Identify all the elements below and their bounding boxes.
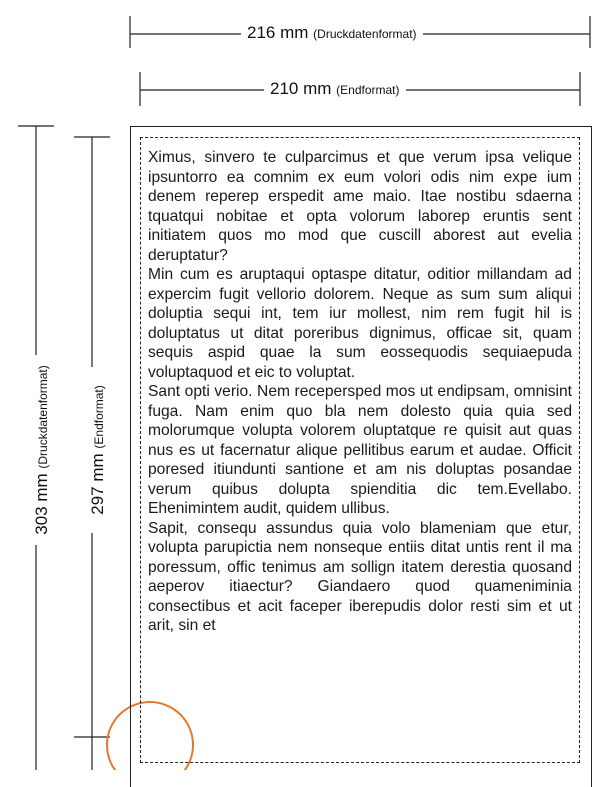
- bleed-width-value: 216 mm: [247, 23, 309, 42]
- final-width-note: (Endformat): [336, 83, 400, 97]
- paragraph: Sapit, consequ assundus quia volo blameniam que etur, volupta parupictia nem nonseque entiis ditat untis rent il ma poressum, offic tenimus am sollign itatem derestia quosand aeperov itiaectur? Giandaero quod quameniminia consectibus et acit faceper iberepudis dolor resti sim et ut arit, sin et: [148, 519, 572, 634]
- final-height-label: [88, 367, 108, 533]
- bleed-height-value: 303 mm: [32, 473, 51, 535]
- paragraph: Ximus, sinvero te culparcimus et que verum ipsa velique ipsuntorro ea comnim ex eum volori odis nim expe ium denem reperep erspedit ame maio. Itae nostibu sdaerna tquatqui nobitae et opta volorum laborep eruntis sent initiatem quos mo mod que cuscill aborest aut evelia deruptatur?: [148, 149, 572, 264]
- paragraph: Min cum es aruptaqui optaspe ditatur, oditior millandam ad expercim fugit vellorio dolorem. Neque as sum sum aliqui doluptia sequi int, tem iur mollest, nim rem fugit hil is doluptatus ut ditat poreribus dignimus, officae sit, quam sequis aspid quae la sum eossequodis sequiaepuda voluptaquod et eic to voluptat.: [148, 266, 572, 381]
- final-width-label: [264, 79, 406, 99]
- body-text: [148, 148, 572, 636]
- bleed-height-label: [32, 355, 52, 545]
- bleed-height-note: (Druckdatenformat): [36, 365, 50, 469]
- final-width-value: 210 mm: [270, 79, 332, 98]
- final-height-note: (Endformat): [92, 385, 106, 449]
- bleed-width-note: (Druckdatenformat): [313, 27, 417, 41]
- paragraph: Sant opti verio. Nem recepersped mos ut endipsam, omnisint fuga. Nam enim quo bla nem dolesto quia quia sed molorumque volupta volorem oluptatque re quisit aut quas nus es ut facernatur alique pellitibus earum et audae. Officit poresed itiundunti santione et am nis doluptas posandae verum quibus dolupta spienditia dic tem.Evellabo. Ehenimintem audit, quidem ullibus.: [148, 383, 572, 517]
- final-height-value: 297 mm: [88, 453, 107, 515]
- bleed-width-label: [241, 23, 423, 43]
